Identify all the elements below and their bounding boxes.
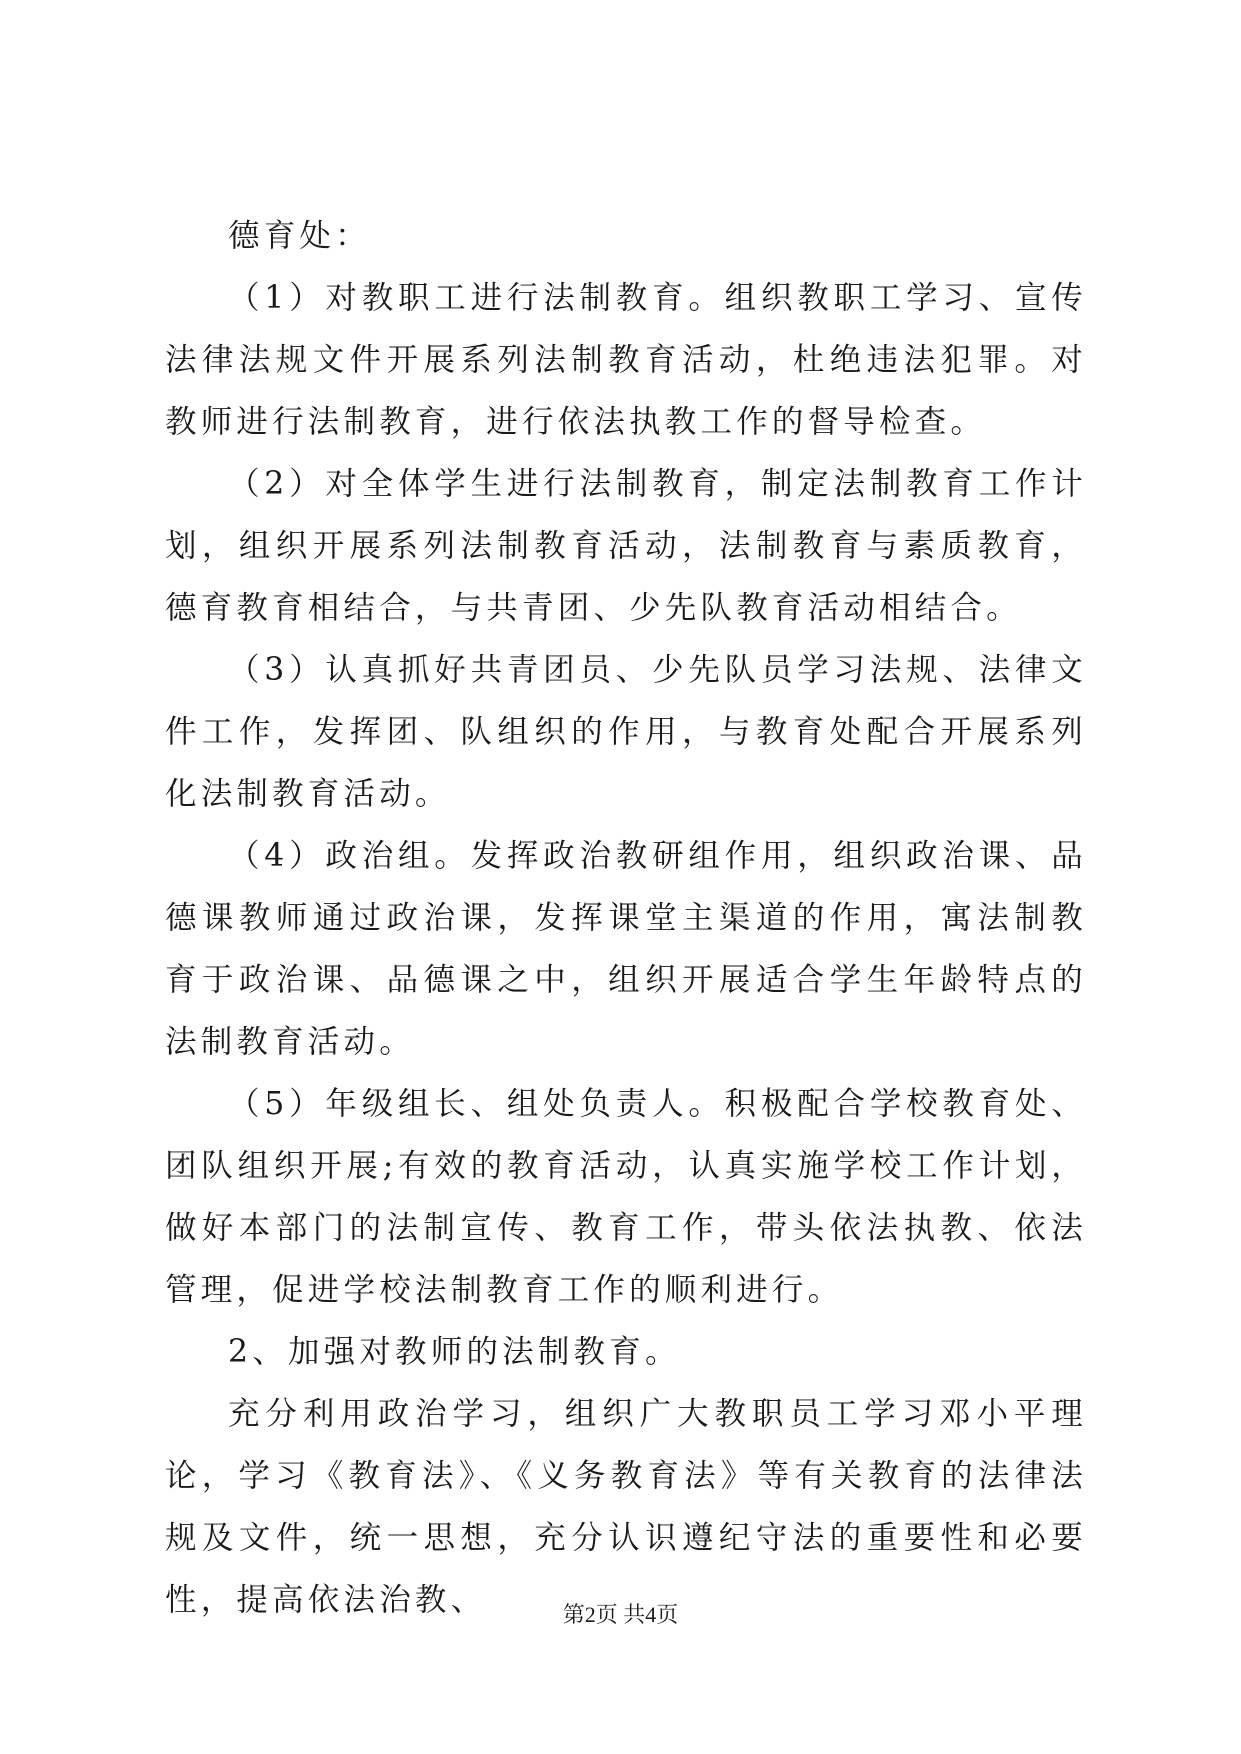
paragraph-item-3: （3）认真抓好共青团员、少先队员学习法规、法律文件工作，发挥团、队组织的作用，与教育处配合开展系列化法制教育活动。: [165, 652, 1087, 812]
page-number-label: 第2页 共4页: [562, 1602, 679, 1627]
page-footer: [0, 1600, 1241, 1630]
document-body: [165, 205, 1087, 1631]
paragraph-item-2: （2）对全体学生进行法制教育，制定法制教育工作计划，组织开展系列法制教育活动，法制教育与素质教育，德育教育相结合，与共青团、少先队教育活动相结合。: [165, 466, 1087, 626]
paragraph-item-5: （5）年级组长、组处负责人。积极配合学校教育处、团队组织开展;有效的教育活动，认真实施学校工作计划，做好本部门的法制宣传、教育工作，带头依法执教、依法管理，促进学校法制教育工作的顺利进行。: [165, 1086, 1087, 1308]
paragraph-heading-deyuchu: 德育处：: [228, 218, 371, 254]
paragraph-item-1: （1）对教职工进行法制教育。组织教职工学习、宣传法律法规文件开展系列法制教育活动，杜绝违法犯罪。对教师进行法制教育，进行依法执教工作的督导检查。: [165, 280, 1087, 440]
paragraph-item-4: （4）政治组。发挥政治教研组作用，组织政治课、品德课教师通过政治课，发挥课堂主渠道的作用，寓法制教育于政治课、品德课之中，组织开展适合学生年龄特点的法制教育活动。: [165, 838, 1087, 1060]
paragraph-section-2-heading: 2、加强对教师的法制教育。: [228, 1334, 681, 1370]
paragraph-section-2-body: 充分利用政治学习，组织广大教职员工学习邓小平理论，学习《教育法》、《义务教育法》等有关教育的法律法规及文件，统一思想，充分认识遵纪守法的重要性和必要性，提高依法治教、: [165, 1396, 1087, 1618]
